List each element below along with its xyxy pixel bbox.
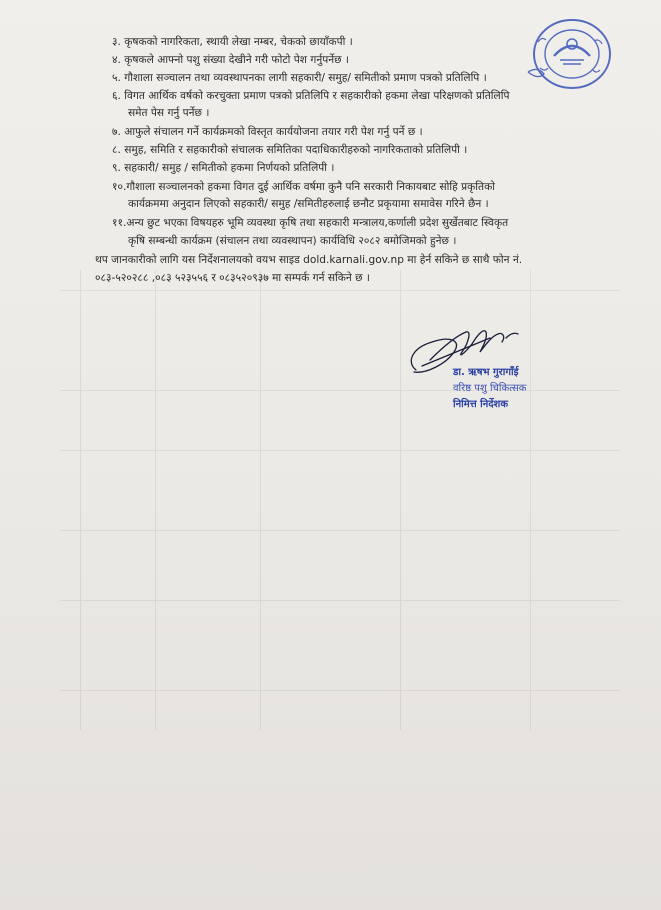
signer-role: निमित्त निर्देशक (453, 399, 509, 410)
list-item: ४. कृषकले आफ्नो पशु संख्या देखीने गरी फोटो पेश गर्नुपर्नेछ । (112, 54, 349, 66)
list-item: १०.गौशाला सञ्चालनको हकमा विगत दुई आर्थिक वर्षमा कुनै पनि सरकारी निकायबाट सोहि प्रकृतिको (112, 181, 495, 193)
list-item: ७. आफुले संचालन गर्ने कार्यक्रमको विस्तृत कार्ययोजना तयार गरी पेश गर्नु पर्ने छ । (112, 126, 423, 138)
bleed-through-table (60, 270, 620, 730)
list-item: ८. समुह, समिति र सहकारीको संचालक समितिका पदाधिकारीहरुको नागरिकताको प्रतिलिपी । (112, 144, 468, 156)
list-item-continuation: कार्यक्रममा अनुदान लिएको सहकारी/ समुह /समितीहरुलाई छनौट प्रकृयामा समावेस गरिने छैन । (128, 198, 489, 210)
list-item: ६. विगत आर्थिक वर्षको करचुक्ता प्रमाण पत्रको प्रतिलिपि र सहकारीको हकमा लेखा परिक्षणको प्रतिलिपि (112, 90, 510, 102)
footer-contact-line-2: ०८३-५२०२८८ ,०८३ ५२३५५६ र ०८३५२०९३७ मा सम्पर्क गर्न सकिने छ । (95, 272, 370, 284)
list-item-continuation: समेत पेस गर्नु पर्नेछ । (128, 107, 210, 119)
signer-name: डा. ऋषभ गुरागाँई (453, 367, 519, 378)
office-seal-icon (520, 14, 612, 96)
list-item: ३. कृषकको नागरिकता, स्थायी लेखा नम्बर, चेकको छायाँकपी । (112, 36, 353, 48)
footer-contact-line-1: थप जानकारीको लागि यस निर्देशनालयको वयभ साइड dold.karnali.gov.np मा हेर्न सकिने छ साथै फोन नं. (95, 254, 523, 266)
list-item: ९. सहकारी/ समुह / समितीको हकमा निर्णयको प्रतिलिपी । (112, 162, 335, 174)
list-item: ५. गौशाला सञ्चालन तथा व्यवस्थापनका लागी सहकारी/ समुह/ समितीको प्रमाण पत्रको प्रतिलिपि । (112, 72, 487, 84)
signer-designation: वरिष्ठ पशु चिकित्सक (453, 383, 527, 394)
list-item: ११.अन्य छुट भएका विषयहरु भूमि व्यवस्था कृषि तथा सहकारी मन्त्रालय,कर्णाली प्रदेश सुर्खेतबाट स्विकृत (112, 217, 509, 229)
list-item-continuation: कृषि सम्बन्धी कार्यक्रम (संचालन तथा व्यवस्थापन) कार्यविधि २०८२ बमोजिमको हुनेछ । (128, 235, 457, 247)
